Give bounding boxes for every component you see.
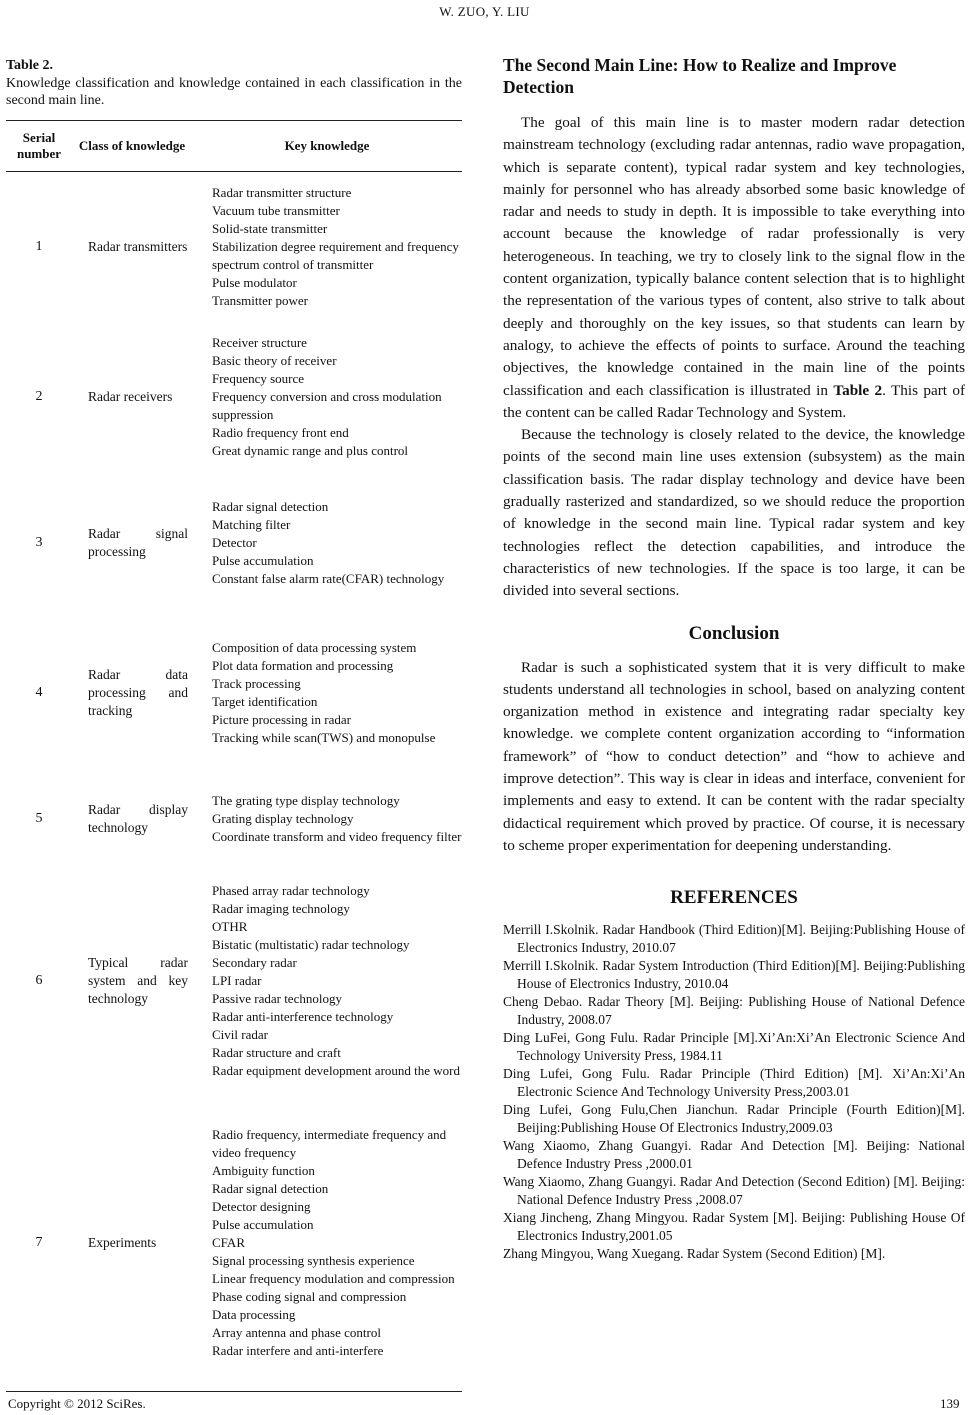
key-knowledge-item: Great dynamic range and plus control xyxy=(212,442,409,458)
key-knowledge-item: Radar equipment development around the word xyxy=(212,1062,461,1078)
key-knowledge-cell xyxy=(192,614,462,772)
paragraph-1-text-a: The goal of this main line is to master modern radar detection mainstream technology (excluding radar antennas, radio wave propagation, which is separate content), typical radar system and key technologies, mainly for personnel who has already absorbed some basic knowledge of radar and needs to study in depth. It is impossible to take everything into account because the knowledge of radar professionally is very heterogeneous. In teaching, we try to closely link to the signal flow in the content organization, typically balance content selection that is to highlight the representation of the various types of content, also strive to talk about deeply and thoroughly on the key issues, so that students can learn by analogy, to achieve the effects of points to surface. Around the teaching objectives, the knowledge contained in the main line of the points classification and each classification is illustrated in xyxy=(503,114,965,399)
section-title: The Second Main Line: How to Realize and Improve Detection xyxy=(503,55,897,97)
references-title: REFERENCES xyxy=(670,887,798,909)
copyright-notice: Copyright © 2012 SciRes. xyxy=(8,1396,146,1411)
reference-item: Merrill I.Skolnik. Radar Handbook (Third Edition)[M]. Beijing:Publishing House of Electronics Industry, 2010.07 xyxy=(503,922,965,956)
key-knowledge-item: Matching filter xyxy=(212,516,291,532)
key-knowledge-item: Pulse accumulation xyxy=(212,552,314,568)
key-knowledge-item: Radio frequency front end xyxy=(212,424,349,440)
knowledge-class-cell: Radar signal processing xyxy=(88,525,188,559)
reference-item: Cheng Debao. Radar Theory [M]. Beijing: Publishing House of National Defence Industry, 2008.07 xyxy=(503,994,965,1028)
key-knowledge-item: Receiver structure xyxy=(212,334,307,350)
key-knowledge-item: Pulse modulator xyxy=(212,274,297,290)
key-knowledge-cell xyxy=(192,772,462,866)
key-knowledge-item: Ambiguity function xyxy=(212,1163,315,1179)
knowledge-table xyxy=(6,120,462,1392)
key-knowledge-item: Secondary radar xyxy=(212,954,297,970)
key-knowledge-item: Radar transmitter structure xyxy=(212,184,352,200)
table-row xyxy=(6,866,462,1096)
key-knowledge-item: Detector designing xyxy=(212,1199,311,1215)
reference-list xyxy=(503,921,965,1263)
key-knowledge-item: OTHR xyxy=(212,918,248,934)
reference-item: Zhang Mingyou, Wang Xuegang. Radar System (Second Edition) [M]. xyxy=(503,1246,886,1262)
table-row xyxy=(6,614,462,772)
running-head: W. ZUO, Y. LIU xyxy=(439,4,530,19)
knowledge-class-cell: Radar receivers xyxy=(88,388,173,404)
page-number: 139 xyxy=(940,1396,960,1411)
key-knowledge-item: Radar interfere and anti-interfere xyxy=(212,1343,384,1359)
knowledge-class-cell: Radar transmitters xyxy=(88,238,188,254)
key-knowledge-item: Civil radar xyxy=(212,1026,268,1042)
knowledge-class-cell: Experiments xyxy=(72,1096,192,1392)
key-knowledge-item: Frequency source xyxy=(212,370,305,386)
key-knowledge-item: Radar signal detection xyxy=(212,498,329,514)
header-key-knowledge: Key knowledge xyxy=(192,121,462,172)
knowledge-class-cell: Radar display technology xyxy=(88,801,188,835)
reference-item: Xiang Jincheng, Zhang Mingyou. Radar System [M]. Beijing: Publishing House Of Electronics Industry,2001.05 xyxy=(503,1210,965,1244)
knowledge-class-cell: Radar data processing and tracking xyxy=(88,666,188,718)
key-knowledge-item: Radar anti-interference technology xyxy=(212,1008,394,1024)
key-knowledge-item: Constant false alarm rate(CFAR) technology xyxy=(212,570,445,586)
key-knowledge-cell xyxy=(192,172,462,322)
key-knowledge-item: Coordinate transform and video frequency filter xyxy=(212,828,462,844)
table-caption-text: Knowledge classification and knowledge contained in each classification in the second main line. xyxy=(6,76,462,108)
key-knowledge-item: LPI radar xyxy=(212,972,262,988)
key-knowledge-item: Plot data formation and processing xyxy=(212,657,394,673)
serial-number-cell: 6 xyxy=(35,972,43,988)
key-knowledge-item: Pulse accumulation xyxy=(212,1217,314,1233)
key-knowledge-item: Data processing xyxy=(212,1307,296,1323)
serial-number-cell: 7 xyxy=(6,1096,72,1392)
knowledge-class-cell: Typical radar system and key technology xyxy=(88,954,188,1006)
table-row xyxy=(6,322,462,472)
key-knowledge-item: Basic theory of receiver xyxy=(212,352,337,368)
key-knowledge-item: Radar imaging technology xyxy=(212,900,350,916)
section-paragraph-1 xyxy=(503,112,965,424)
paragraph-1-text-b: . This part of the content can be called Radar Technology and System. xyxy=(503,381,966,421)
key-knowledge-item: Signal processing synthesis experience xyxy=(212,1253,415,1269)
key-knowledge-item: Frequency conversion and cross modulation suppression xyxy=(212,388,442,422)
table-row xyxy=(6,1096,462,1392)
reference-item: Merrill I.Skolnik. Radar System Introduction (Third Edition)[M]. Beijing:Publishing House of Electronics Industry, 2010.04 xyxy=(503,958,965,992)
key-knowledge-item: Track processing xyxy=(212,675,301,691)
table-section xyxy=(6,58,462,1359)
key-knowledge-cell xyxy=(192,472,462,614)
key-knowledge-item: Phase coding signal and compression xyxy=(212,1289,407,1305)
key-knowledge-item: Phased array radar technology xyxy=(212,882,370,898)
key-knowledge-cell xyxy=(192,866,462,1096)
table-row xyxy=(6,172,462,322)
table-reference: Table 2 xyxy=(833,381,883,399)
serial-number-cell: 4 xyxy=(35,684,43,700)
key-knowledge-item: Vacuum tube transmitter xyxy=(212,202,340,218)
key-knowledge-item: Detector xyxy=(212,534,257,550)
table-row xyxy=(6,472,462,614)
right-column xyxy=(503,54,965,1263)
key-knowledge-item: Linear frequency modulation and compression xyxy=(212,1271,455,1287)
key-knowledge-item: Radar structure and craft xyxy=(212,1044,341,1060)
key-knowledge-item: Passive radar technology xyxy=(212,990,342,1006)
serial-number-cell: 3 xyxy=(35,534,43,550)
key-knowledge-item: Array antenna and phase control xyxy=(212,1325,381,1341)
serial-number-cell: 2 xyxy=(35,388,43,404)
key-knowledge-item: CFAR xyxy=(212,1235,245,1251)
table-caption-title: Table 2. xyxy=(6,58,53,73)
key-knowledge-item: Radio frequency, intermediate frequency and video frequency xyxy=(212,1127,447,1161)
table-row xyxy=(6,772,462,866)
key-knowledge-item: Radar signal detection xyxy=(212,1181,329,1197)
conclusion-paragraph: Radar is such a sophisticated system that it is very difficult to make students understand all technologies in school, based on analyzing content organization method in existence and integrating radar specialty key knowledge. we complete content organization according to “information framework” of “how to conduct detection” and “how to achieve and improve detection”. This way is clear in ideas and interface, convenient for implements and easy to extend. It can be content with the radar specialty didactical requirement which proved by practice. Of course, it is necessary to scheme proper experimentation for deepening understanding. xyxy=(503,658,965,854)
header-serial-number: Serial number xyxy=(6,121,72,172)
key-knowledge-item: Stabilization degree requirement and frequency spectrum control of transmitter xyxy=(212,238,459,272)
reference-item: Ding Lufei, Gong Fulu. Radar Principle (Third Edition) [M]. Xi’An:Xi’An Electronic Science And Technology University Press,2003.01 xyxy=(503,1066,965,1100)
key-knowledge-item: Composition of data processing system xyxy=(212,639,417,655)
reference-item: Wang Xiaomo, Zhang Guangyi. Radar And Detection (Second Edition) [M]. Beijing: National Defence Industry Press ,2008.07 xyxy=(503,1174,965,1208)
key-knowledge-item: Grating display technology xyxy=(212,810,354,826)
header-class-of-knowledge: Class of knowledge xyxy=(72,121,192,172)
key-knowledge-item: Target identification xyxy=(212,693,318,709)
reference-item: Ding LuFei, Gong Fulu. Radar Principle [M].Xi’An:Xi’An Electronic Science And Technology University Press, 1984.11 xyxy=(503,1030,965,1064)
section-paragraph-2: Because the technology is closely related to the device, the knowledge points of the second main line uses extension (subsystem) as the main classification basis. The radar display technology and device have been gradually rasterized and standardized, so we should reduce the proportion of knowledge in the second main line. Typical radar system and key technologies reflect the detection capabilities, and introduce the characteristics of new technologies. If the space is too large, it can be divided into several sections. xyxy=(503,426,965,600)
serial-number-cell: 5 xyxy=(35,810,43,826)
conclusion-title: Conclusion xyxy=(688,622,780,644)
reference-item: Ding Lufei, Gong Fulu,Chen Jianchun. Radar Principle (Fourth Edition)[M]. Beijing:Publishing House Of Electronics Industry,2009.03 xyxy=(503,1102,965,1136)
key-knowledge-item: The grating type display technology xyxy=(212,792,400,808)
key-knowledge-item: Picture processing in radar xyxy=(212,711,351,727)
serial-number-cell: 1 xyxy=(35,238,43,254)
key-knowledge-item: Tracking while scan(TWS) and monopulse xyxy=(212,729,436,745)
key-knowledge-item: Bistatic (multistatic) radar technology xyxy=(212,936,410,952)
key-knowledge-cell xyxy=(192,1096,462,1392)
key-knowledge-item: Transmitter power xyxy=(212,292,308,308)
reference-item: Wang Xiaomo, Zhang Guangyi. Radar And Detection [M]. Beijing: National Defence Industry Press ,2000.01 xyxy=(503,1138,965,1172)
key-knowledge-item: Solid-state transmitter xyxy=(212,220,328,236)
key-knowledge-cell xyxy=(192,322,462,472)
